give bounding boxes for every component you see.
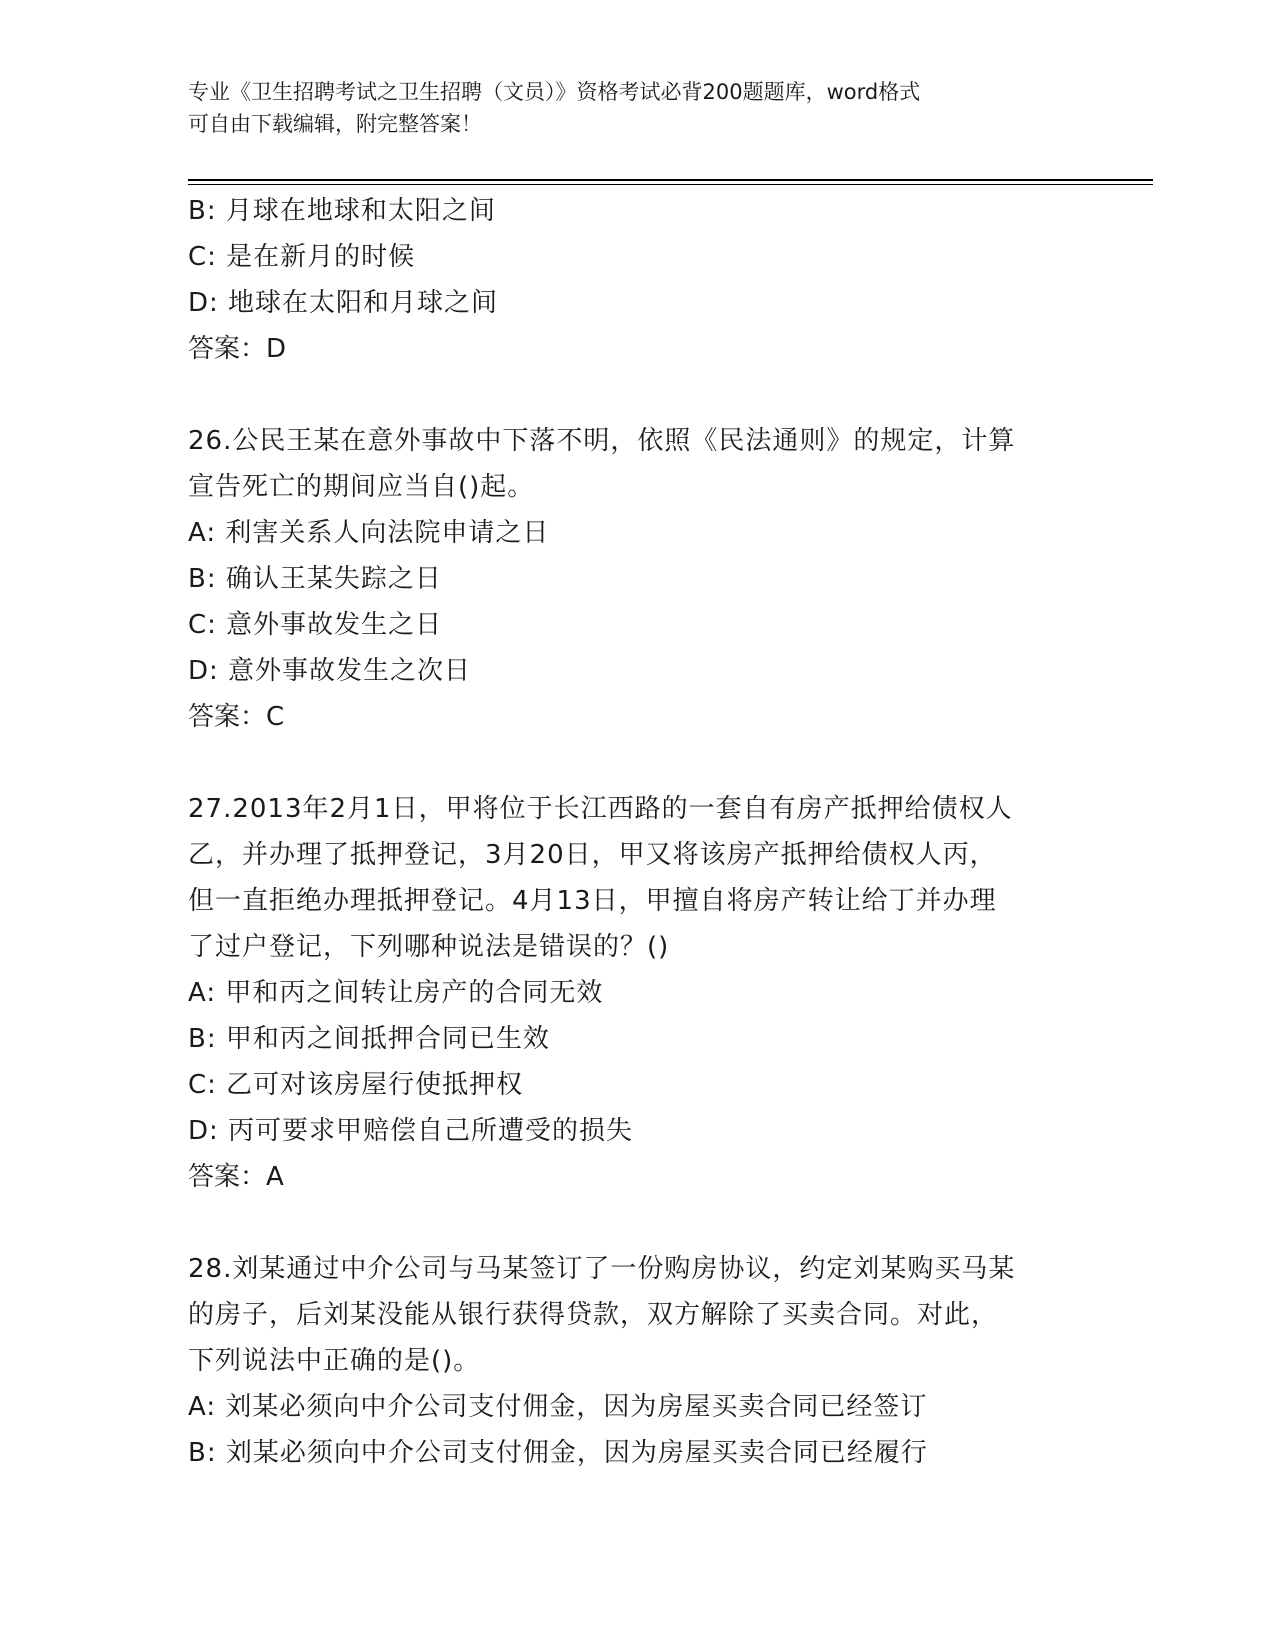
header-divider-thick xyxy=(188,179,1153,181)
question-stem-line: 但一直拒绝办理抵押登记。4月13日，甲擅自将房产转让给丁并办理 xyxy=(188,886,997,916)
spacer xyxy=(188,740,1088,786)
page-header xyxy=(188,76,1088,140)
option-a: A: 刘某必须向中介公司支付佣金，因为房屋买卖合同已经签订 xyxy=(188,1392,928,1422)
option-c: C: 是在新月的时候 xyxy=(188,242,416,272)
question-28 xyxy=(188,1246,1088,1476)
question-27 xyxy=(188,786,1088,1200)
option-c: C: 意外事故发生之日 xyxy=(188,610,443,640)
header-line-2: 可自由下载编辑，附完整答案！ xyxy=(188,112,482,136)
option-c: C: 乙可对该房屋行使抵押权 xyxy=(188,1070,524,1100)
option-b: B: 刘某必须向中介公司支付佣金，因为房屋买卖合同已经履行 xyxy=(188,1438,928,1468)
question-stem-line: 乙，并办理了抵押登记，3月20日，甲又将该房产抵押给债权人丙， xyxy=(188,840,997,870)
answer-line: 答案：D xyxy=(188,334,287,364)
question-stem-line: 了过户登记，下列哪种说法是错误的？() xyxy=(188,932,670,962)
option-a: A: 甲和丙之间转让房产的合同无效 xyxy=(188,978,604,1008)
option-d: D: 丙可要求甲赔偿自己所遭受的损失 xyxy=(188,1116,634,1146)
option-d: D: 地球在太阳和月球之间 xyxy=(188,288,499,318)
question-25 xyxy=(188,188,1088,372)
option-b: B: 确认王某失踪之日 xyxy=(188,564,442,594)
option-a: A: 利害关系人向法院申请之日 xyxy=(188,518,550,548)
option-d: D: 意外事故发生之次日 xyxy=(188,656,472,686)
question-stem-line: 下列说法中正确的是()。 xyxy=(188,1346,481,1376)
spacer xyxy=(188,1200,1088,1246)
spacer xyxy=(188,372,1088,418)
question-26 xyxy=(188,418,1088,740)
header-line-1: 专业《卫生招聘考试之卫生招聘（文员）》资格考试必背200题题库，word格式 xyxy=(188,80,921,104)
question-stem-line: 的房子，后刘某没能从银行获得贷款，双方解除了买卖合同。对此， xyxy=(188,1300,999,1330)
question-stem-line: 26.公民王某在意外事故中下落不明，依照《民法通则》的规定，计算 xyxy=(188,426,1016,456)
question-stem-line: 28.刘某通过中介公司与马某签订了一份购房协议，约定刘某购买马某 xyxy=(188,1254,1016,1284)
option-b: B: 月球在地球和太阳之间 xyxy=(188,196,496,226)
question-stem-line: 27.2013年2月1日，甲将位于长江西路的一套自有房产抵押给债权人 xyxy=(188,794,1013,824)
answer-line: 答案：A xyxy=(188,1162,284,1192)
question-content xyxy=(188,188,1088,1476)
question-stem-line: 宣告死亡的期间应当自()起。 xyxy=(188,472,535,502)
option-b: B: 甲和丙之间抵押合同已生效 xyxy=(188,1024,550,1054)
header-divider-thin xyxy=(188,184,1153,185)
answer-line: 答案：C xyxy=(188,702,285,732)
